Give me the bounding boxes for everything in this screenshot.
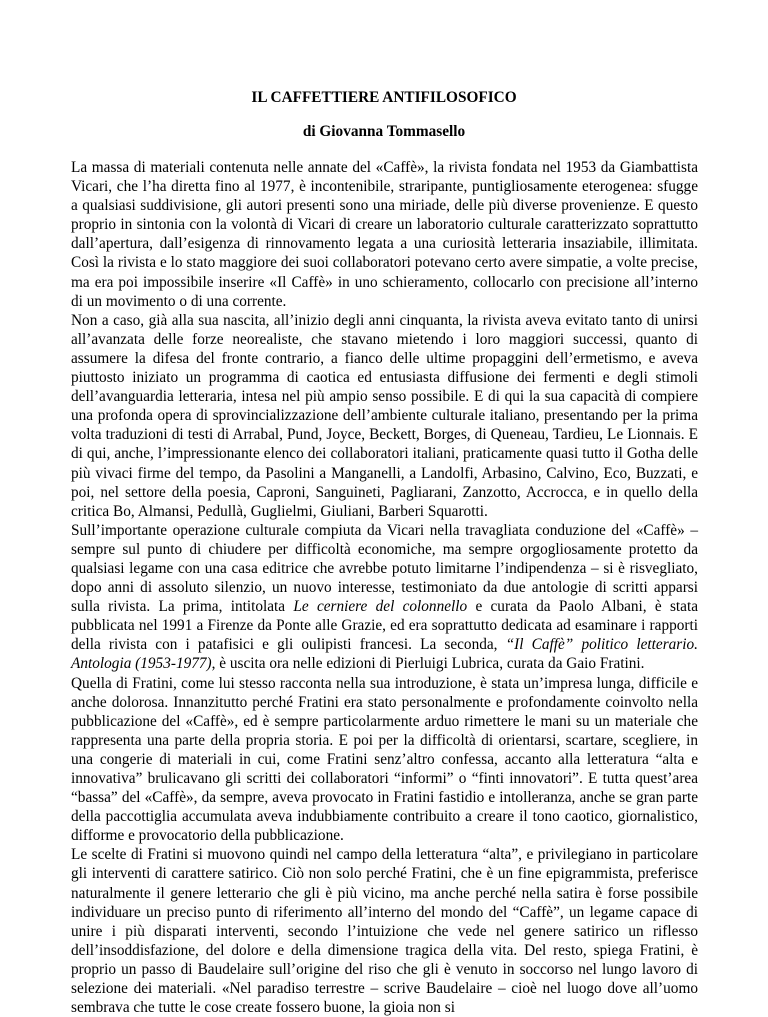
paragraph-3	[71, 521, 698, 674]
paragraph-text: Le scelte di Fratini si muovono quindi nel campo della letteratura “alta”, e privilegiano in particolare gli interventi di carattere satirico. Ciò non solo perché Fratini, che è un fine epigrammista, preferisce naturalmente il genere letterario che gli è più vicino, ma anche perché nella satira è forse possibile individuare un preciso punto di riferimento all’interno del mondo del “Caffè”, un legame capace di unire i più disparati interventi, secondo l’intuizione che vede nel genere satirico un riflesso dell’insoddisfazione, del dolore e della dimensione tragica della vita. Del resto, spiega Fratini, è proprio un passo di Baudelaire sull’origine del riso che gli è venuto in soccorso nel lungo lavoro di selezione dei materiali. «Nel paradiso terrestre – scrive Baudelaire – cioè nel luogo dove all’uomo sembrava che tutte le cose create fossero buone, la gioia non si	[71, 846, 698, 1017]
paragraph-text: e curata da Paolo Albani, è stata pubblicata nel 1991 a Firenze da Ponte alle Grazie, ed era soprattutto dedicata ad esaminare i rapporti della rivista con i patafisici e gli oulipisti francesi. La seconda,	[71, 598, 698, 654]
paragraph-2	[71, 311, 698, 521]
paragraph-5	[71, 845, 698, 1017]
book-title-italic: Le cerniere del colonnello	[293, 598, 468, 616]
article-body	[71, 158, 698, 1017]
paragraph-text: Non a caso, già alla sua nascita, all’inizio degli anni cinquanta, la rivista aveva evitato tanto di unirsi all’avanzata delle forze neorealiste, che stavano mietendo i loro maggiori successi, quanto di assumere la difesa del fronte contrario, a fianco delle ultime propaggini dell’ermetismo, e aveva piuttosto iniziato un programma di caotica ed entusiasta diffusione dei fermenti e degli stimoli dell’avanguardia letteraria, intesa nel più ampio senso possibile. E di qui la sua capacità di compiere una profonda opera di sprovincializzazione dell’ambiente culturale italiano, presentando per la prima volta traduzioni di testi di Arrabal, Pund, Joyce, Beckett, Borges, di Queneau, Tardieu, Le Lionnais. E di qui, anche, l’impressionante elenco dei collaboratori italiani, praticamente quasi tutto il Gotha delle più vivaci firme del tempo, da Pasolini a Manganelli, a Landolfi, Arbasino, Calvino, Eco, Buzzati, e poi, nel settore della poesia, Caproni, Sanguineti, Pagliarani, Zanzotto, Accrocca, e in quello della critica Bo, Almansi, Pedullà, Guglielmi, Giuliani, Barberi Squarotti.	[71, 311, 698, 520]
book-title-italic: “Il Caffè” politico letterario. Antologia (1953-1977)	[71, 636, 698, 673]
paragraph-text: , è uscita ora nelle edizioni di Pierluigi Lubrica, curata da Gaio Fratini.	[211, 655, 645, 673]
paragraph-text: La massa di materiali contenuta nelle annate del «Caffè», la rivista fondata nel 1953 da Giambattista Vicari, che l’ha diretta fino al 1977, è incontenibile, straripante, puntigliosamente eterogenea: sfugge a qualsiasi suddivisione, gli autori presenti sono una miriade, delle più diverse provenienze. E questo proprio in sintonia con la volontà di Vicari di creare un laboratorio culturale caratterizzato soprattutto dall’apertura, dall’esigenza di rinnovamento legata a una curiosità letteraria insaziabile, illimitata. Così la rivista e lo stato maggiore dei suoi collaboratori potevano certo avere simpatie, a volte precise, ma era poi impossibile inserire «Il Caffè» in uno schieramento, collocarlo con precisione all’interno di un movimento o di una corrente.	[71, 159, 698, 310]
paragraph-text: Quella di Fratini, come lui stesso racconta nella sua introduzione, è stata un’impresa lunga, difficile e anche dolorosa. Innanzitutto perché Fratini era stato personalmente e profondamente coinvolto nella pubblicazione del «Caffè», ed è sempre particolarmente arduo rimettere le mani su un materiale che rappresenta una parte della propria storia. E poi per la difficoltà di orientarsi, scartare, scegliere, in una congerie di materiali in cui, come Fratini senz’altro confessa, accanto alla letteratura “alta e innovativa” brulicavano gli scritti dei collaboratori “informi” o “finti innovatori”. E tutta quest’area “bassa” del «Caffè», da sempre, aveva provocato in Fratini fastidio e intolleranza, anche se gran parte della paccottiglia accumulata aveva indubbiamente contribuito a creare il tono caotico, giornalistico, difforme e provocatorio della pubblicazione.	[71, 674, 698, 845]
article-author: di Giovanna Tommasello	[302, 123, 466, 140]
paragraph-1	[71, 158, 698, 311]
paragraph-4	[71, 674, 698, 846]
paragraph-text: Sull’importante operazione culturale compiuta da Vicari nella travagliata conduzione del «Caffè» – sempre sul punto di chiudere per difficoltà economiche, ma sempre orgogliosamente protetto da qualsiasi legame con una casa editrice che avrebbe potuto limitarne l’indipendenza – si è risvegliato, dopo anni di assoluto silenzio, un nuovo interesse, testimoniato da due antologie di scritti apparsi sulla rivista. La prima, intitolata	[71, 521, 698, 616]
article-title: IL CAFFETTIERE ANTIFILOSOFICO	[251, 89, 517, 106]
